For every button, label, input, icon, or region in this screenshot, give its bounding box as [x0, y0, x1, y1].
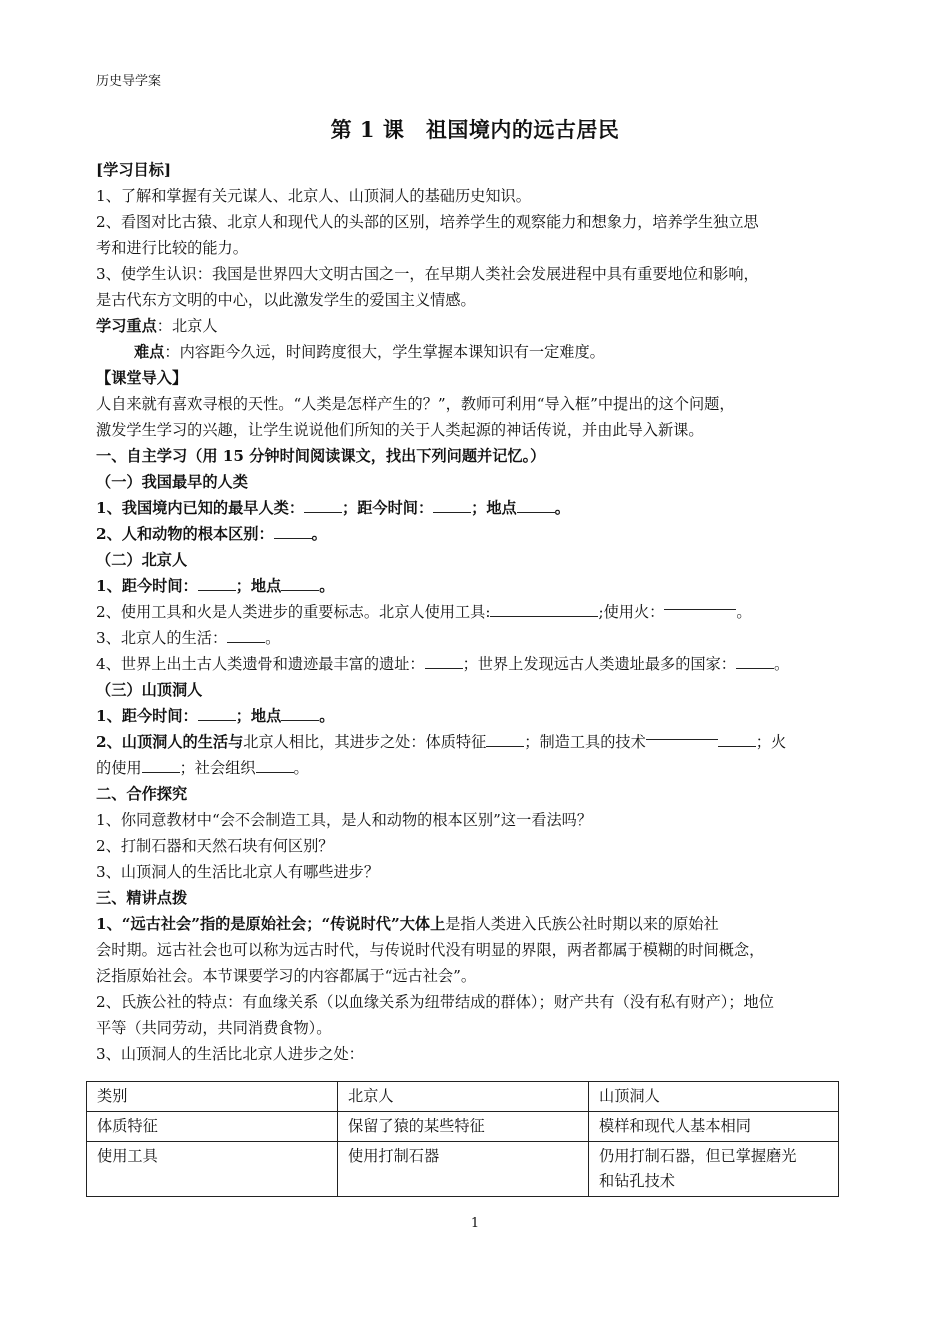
part2-question-3 [96, 625, 866, 651]
part1-heading: （一）我国最早的人类 [96, 473, 248, 491]
question-text: 2、人和动物的根本区别： [96, 525, 274, 543]
part3-question-2-cont [96, 755, 866, 781]
answer-blank[interactable] [490, 600, 598, 617]
part2-question-4 [96, 651, 866, 677]
table-cell: 体质特征 [87, 1112, 338, 1142]
answer-blank[interactable] [304, 496, 342, 513]
answer-blank[interactable] [274, 522, 312, 539]
goal-line: 2、看图对比古猿、北京人和现代人的头部的区别，培养学生的观察能力和想象力，培养学生独立思 [96, 213, 759, 231]
question-text: ；地点 [471, 499, 517, 517]
question-text: ；地点 [235, 577, 282, 595]
question-text: 。 [319, 707, 335, 725]
part3-question-2 [96, 729, 866, 755]
question-text: 北京人相比，其进步之处：体质特征 [243, 733, 487, 751]
key-text: ：北京人 [156, 317, 218, 335]
part3-heading: （三）山顶洞人 [96, 681, 203, 699]
question-text: 1、距今时间： [96, 707, 198, 725]
question-text: 。 [265, 629, 281, 647]
lesson-title: 第 1 课 祖国境内的远古居民 [330, 117, 620, 142]
section2-heading: 二、合作探究 [96, 785, 188, 803]
explanation-line: 平等（共同劳动，共同消费食物）。 [96, 1019, 332, 1037]
section1-heading: 一、自主学习（用 15 分钟时间阅读课文，找出下列问题并记忆。） [96, 447, 546, 465]
table-cell: 使用打制石器 [338, 1142, 589, 1197]
question-text: 2、山顶洞人的生活与 [96, 733, 244, 751]
key-label: 学习重点 [96, 317, 157, 335]
explanation-line: 会时期。远古社会也可以称为远古时代，与传说时代没有明显的界限，两者都属于模糊的时间概念， [96, 941, 765, 959]
difficulty-label: 难点 [134, 343, 165, 361]
table-header-cell: 山顶洞人 [589, 1082, 839, 1112]
question-text: ;使用火： [598, 603, 665, 621]
question-text: 3、北京人的生活： [96, 629, 228, 647]
question-text: ；火 [755, 733, 787, 751]
question-text: 。 [736, 603, 752, 621]
page-number: 1 [470, 1216, 480, 1231]
answer-dash[interactable] [646, 739, 718, 740]
explanation-line: 泛指原始社会。本节课要学习的内容都属于“远古社会”。 [96, 967, 477, 985]
table-cell: 使用工具 [87, 1142, 338, 1197]
question-text: 2、使用工具和火是人类进步的重要标志。北京人使用工具: [96, 603, 491, 621]
part2-heading: （二）北京人 [96, 551, 188, 569]
question-text: ；地点 [235, 707, 282, 725]
answer-blank[interactable] [198, 574, 236, 591]
explanation-line [96, 911, 866, 937]
question-text: ；距今时间： [342, 499, 434, 517]
answer-blank[interactable] [425, 652, 463, 669]
table-header-row [87, 1082, 839, 1112]
goal-line: 考和进行比较的能力。 [96, 239, 248, 257]
question-text: 。 [773, 655, 790, 673]
explanation-line: 2、氏族公社的特点：有血缘关系（以血缘关系为纽带结成的群体）；财产共有（没有私有财产）；地位 [96, 993, 774, 1011]
part3-question-1 [96, 703, 866, 729]
question-text: 。 [311, 525, 327, 543]
table-cell: 保留了猿的某些特征 [338, 1112, 589, 1142]
explanation-text: 是指人类进入氏族公社时期以来的原始社 [445, 915, 719, 933]
question-text: 4、世界上出土古人类遗骨和遗迹最丰富的遗址： [96, 655, 425, 673]
answer-blank[interactable] [198, 704, 236, 721]
page-header: 历史导学案 [96, 74, 162, 89]
explanation-line: 3、山顶洞人的生活比北京人进步之处： [96, 1045, 364, 1063]
table-cell-line: 仍用打制石器，但已掌握磨光 [599, 1147, 797, 1165]
goal-line: 3、使学生认识：我国是世界四大文明古国之一，在早期人类社会发展进程中具有重要地位和影响， [96, 265, 759, 283]
table-cell [589, 1142, 839, 1197]
part2-question-2 [96, 599, 866, 625]
difficulty-text: ：内容距今久远，时间跨度很大，学生掌握本课知识有一定难度。 [164, 343, 605, 361]
table-header-cell: 北京人 [338, 1082, 589, 1112]
goals-heading: [学习目标] [96, 161, 172, 179]
answer-blank[interactable] [736, 652, 774, 669]
key-point [96, 313, 866, 339]
intro-line: 人自来就有喜欢寻根的天性。“人类是怎样产生的？”，教师可利用“导入框”中提出的这个问题， [96, 395, 735, 413]
section3-heading: 三、精讲点拨 [96, 889, 188, 907]
answer-dash[interactable] [664, 609, 736, 610]
answer-blank[interactable] [256, 756, 294, 773]
lesson-content [96, 157, 866, 1067]
question-text: ；制造工具的技术 [524, 733, 646, 751]
answer-blank[interactable] [227, 626, 265, 643]
intro-heading: 【课堂导入】 [96, 369, 188, 387]
goal-line: 是古代东方文明的中心，以此激发学生的爱国主义情感。 [96, 291, 476, 309]
answer-blank[interactable] [281, 704, 319, 721]
discussion-item: 2、打制石器和天然石块有何区别？ [96, 837, 334, 855]
comparison-table [86, 1081, 839, 1197]
goal-line: 1、了解和掌握有关元谋人、北京人、山顶洞人的基础历史知识。 [96, 187, 531, 205]
part1-question-2 [96, 521, 866, 547]
answer-blank[interactable] [517, 496, 555, 513]
question-text: 1、我国境内已知的最早人类： [96, 499, 305, 517]
question-text: 的使用 [96, 759, 142, 777]
answer-blank[interactable] [718, 730, 756, 747]
answer-blank[interactable] [142, 756, 180, 773]
table-cell: 模样和现代人基本相同 [589, 1112, 839, 1142]
question-text: 1、距今时间： [96, 577, 198, 595]
question-text: 。 [554, 499, 570, 517]
answer-blank[interactable] [486, 730, 524, 747]
table-cell-line: 和钻孔技术 [599, 1172, 675, 1190]
question-text: ；世界上发现远古人类遗址最多的国家： [462, 655, 736, 673]
question-text: ；社会组织 [179, 759, 256, 777]
part1-question-1 [96, 495, 866, 521]
question-text: 。 [319, 577, 335, 595]
explanation-bold: 1、“远古社会”指的是原始社会；“传说时代”大体上 [96, 915, 446, 933]
part2-question-1 [96, 573, 866, 599]
table-row [87, 1112, 839, 1142]
answer-blank[interactable] [281, 574, 319, 591]
intro-line: 激发学生学习的兴趣，让学生说说他们所知的关于人类起源的神话传说，并由此导入新课。 [96, 421, 704, 439]
difficulty-point [96, 339, 866, 365]
question-text: 。 [293, 759, 309, 777]
table-row [87, 1142, 839, 1197]
table-header-cell: 类别 [87, 1082, 338, 1112]
answer-blank[interactable] [433, 496, 471, 513]
discussion-item: 3、山顶洞人的生活比北京人有哪些进步？ [96, 863, 380, 881]
discussion-item: 1、你同意教材中“会不会制造工具，是人和动物的根本区别”这一看法吗？ [96, 811, 593, 829]
